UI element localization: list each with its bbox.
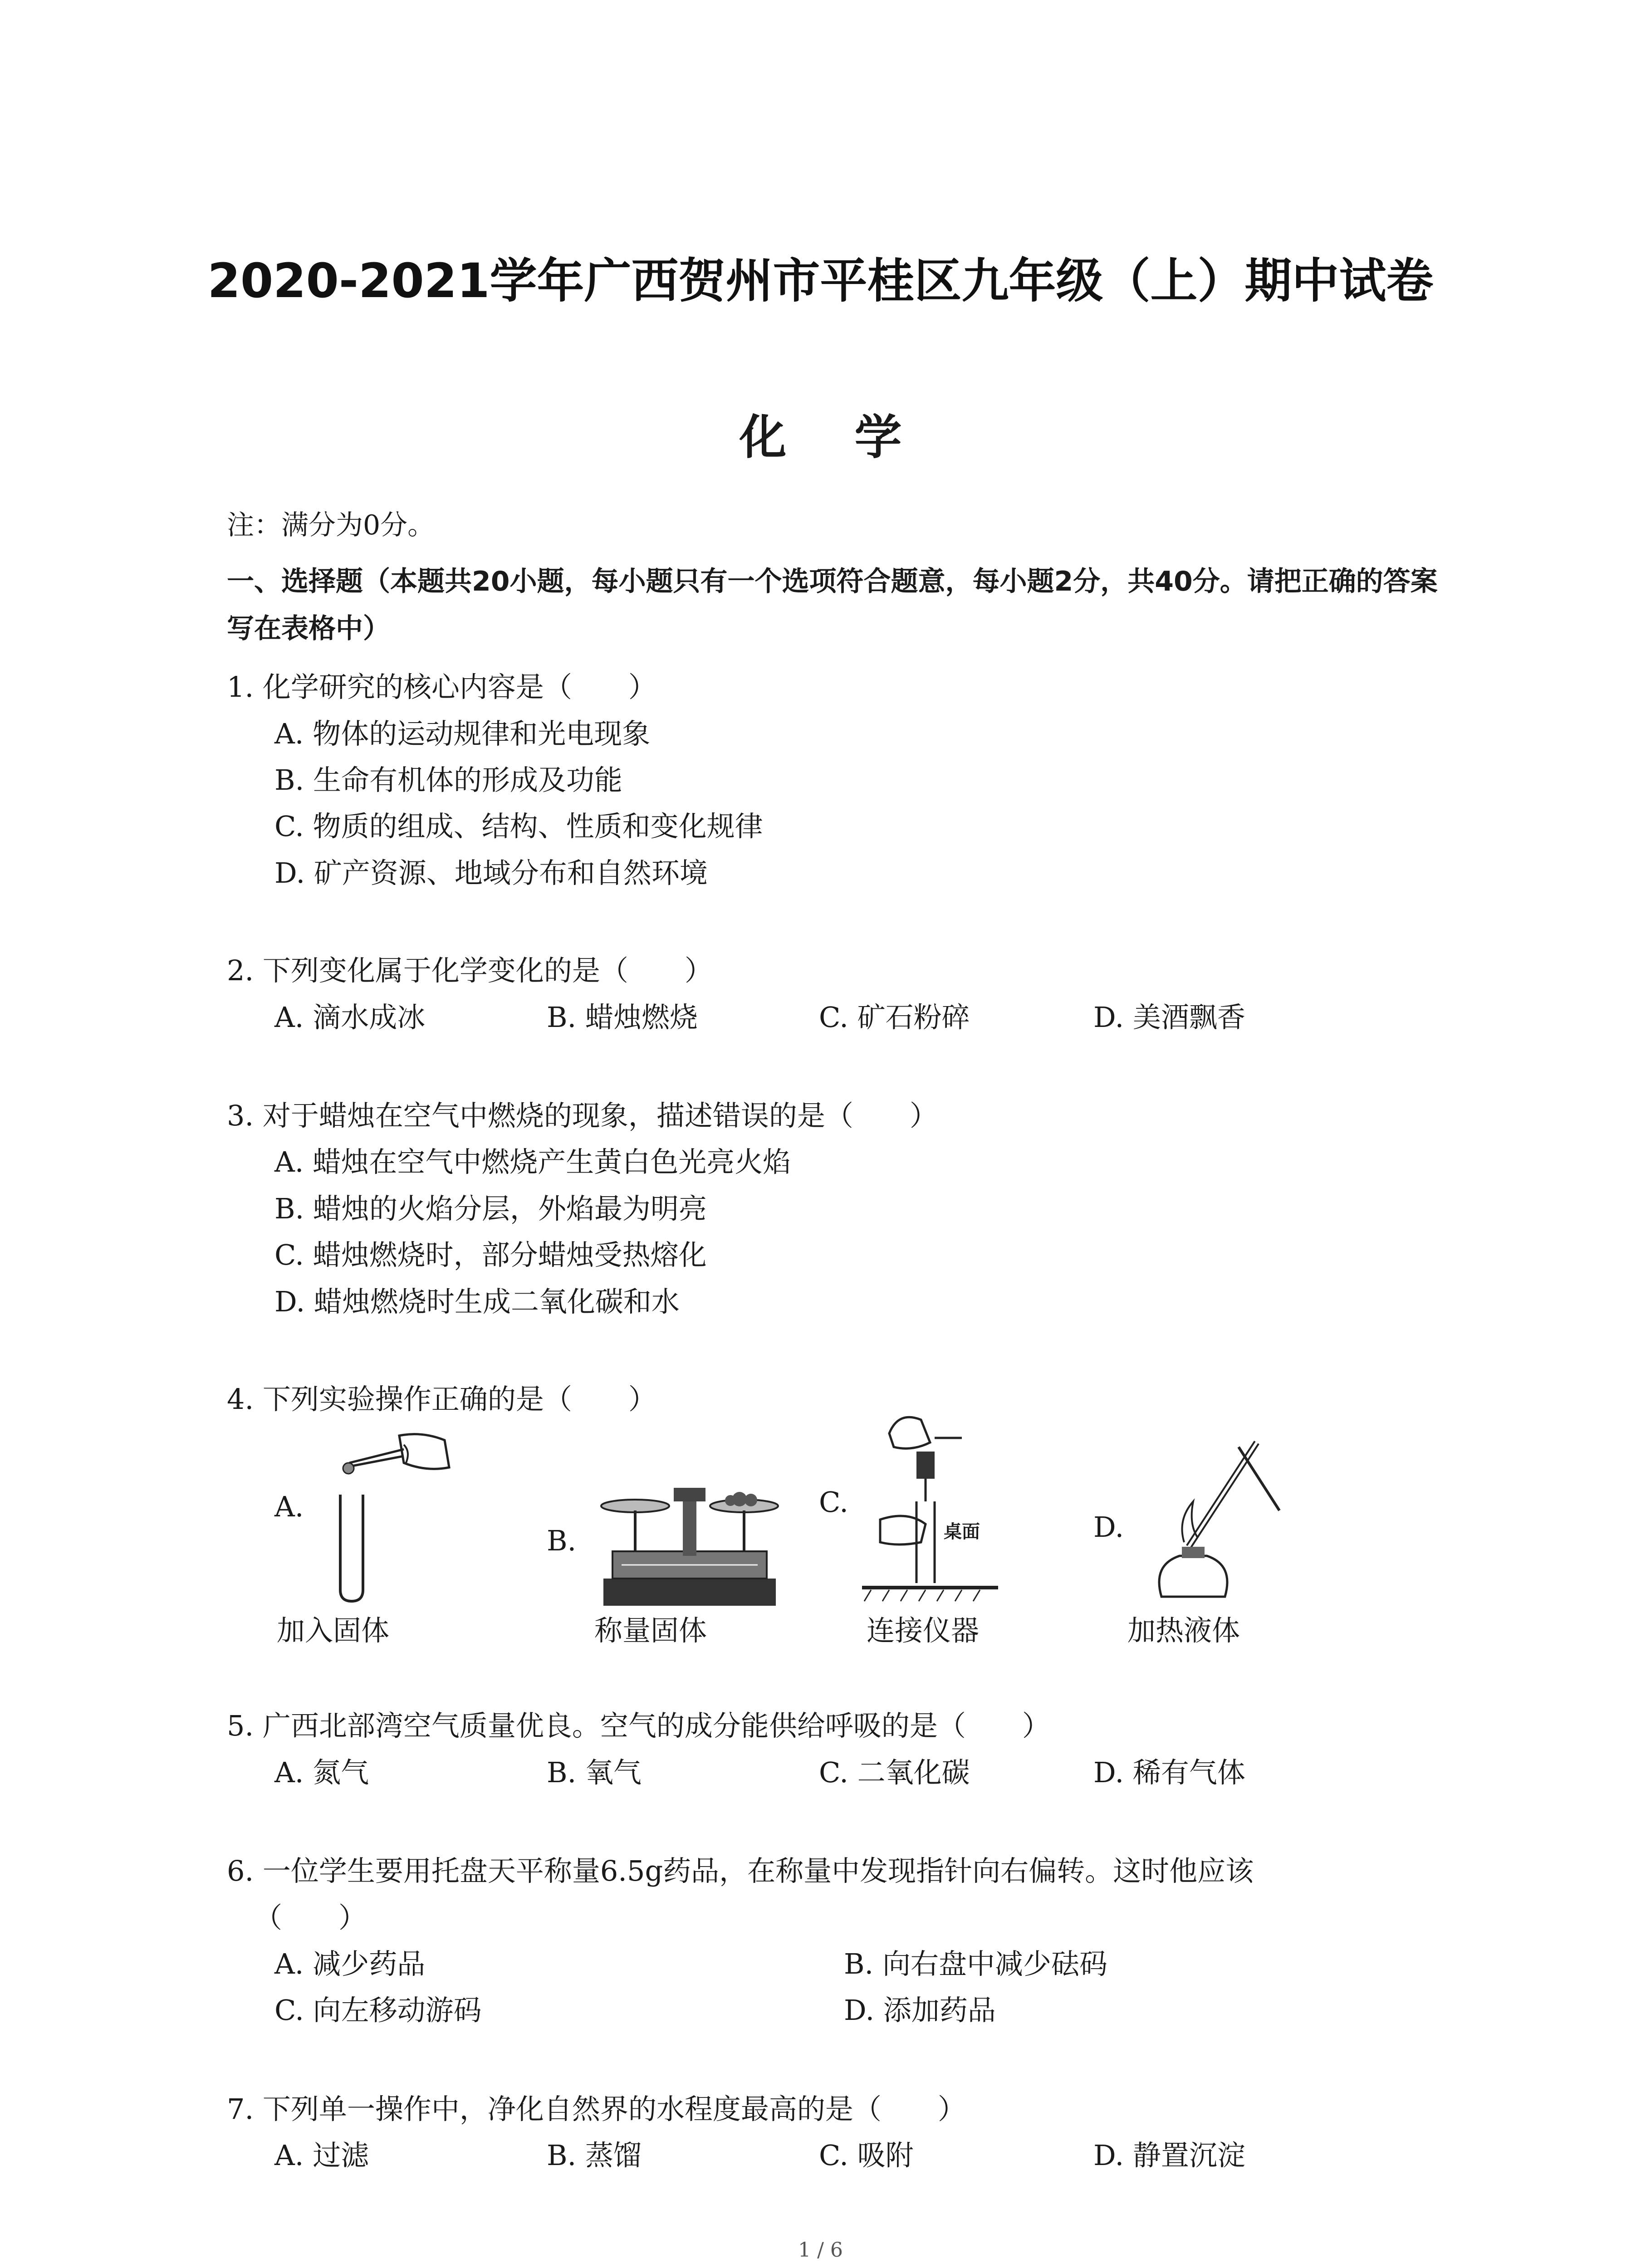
question-2-option-d: D. 美酒飘香 <box>1093 1001 1245 1034</box>
question-7-option-d: D. 静置沉淀 <box>1093 2139 1245 2172</box>
question-3-option-a: A. 蜡烛在空气中燃烧产生黄白色光亮火焰 <box>274 1145 791 1178</box>
score-note: 注：满分为0分。 <box>227 509 435 541</box>
question-3-option-b: B. 蜡烛的火焰分层，外焰最为明亮 <box>274 1192 707 1225</box>
figure-a-adding-solid <box>313 1431 454 1608</box>
question-1-option-a: A. 物体的运动规律和光电现象 <box>274 717 651 750</box>
question-7-option-a: A. 过滤 <box>274 2139 369 2172</box>
figure-b-caption: 称量固体 <box>594 1614 707 1647</box>
question-4-option-c: C. <box>819 1486 848 1519</box>
section-heading: 一、选择题（本题共20小题，每小题只有一个选项符合题意，每小题2分，共40分。请把正确的答案写在表格中） <box>227 566 1438 645</box>
question-6-option-d: D. 添加药品 <box>844 1994 996 2027</box>
question-1-stem: 1. 化学研究的核心内容是（ ） <box>227 670 656 704</box>
question-7-option-b: B. 蒸馏 <box>547 2139 642 2172</box>
question-1-option-c: C. 物质的组成、结构、性质和变化规律 <box>274 810 763 843</box>
question-6-stem-continued: （ ） <box>254 1901 367 1934</box>
figure-a-caption: 加入固体 <box>277 1614 390 1647</box>
question-2-option-b: B. 蜡烛燃烧 <box>547 1001 698 1034</box>
question-5-option-c: C. 二氧化碳 <box>819 1756 970 1789</box>
question-1-option-d: D. 矿产资源、地域分布和自然环境 <box>274 856 708 890</box>
question-3-option-c: C. 蜡烛燃烧时，部分蜡烛受热熔化 <box>274 1238 707 1271</box>
question-4-option-a: A. <box>274 1490 304 1523</box>
figure-c-caption: 连接仪器 <box>867 1614 980 1647</box>
figure-b-weighing-solid <box>594 1479 785 1610</box>
question-2-option-c: C. 矿石粉碎 <box>819 1001 970 1034</box>
question-4-option-b: B. <box>547 1524 577 1557</box>
page-title: 2020-2021学年广西贺州市平桂区九年级（上）期中试卷 <box>207 253 1434 308</box>
question-6-option-b: B. 向右盘中减少砝码 <box>844 1947 1107 1980</box>
question-6-stem: 6. 一位学生要用托盘天平称量6.5g药品，在称量中发现指针向右偏转。这时他应该 <box>227 1854 1254 1887</box>
question-3-option-d: D. 蜡烛燃烧时生成二氧化碳和水 <box>274 1285 680 1318</box>
question-5-stem: 5. 广西北部湾空气质量优良。空气的成分能供给呼吸的是（ ） <box>227 1709 1050 1742</box>
question-7-option-c: C. 吸附 <box>819 2139 914 2172</box>
question-6-option-c: C. 向左移动游码 <box>274 1994 482 2027</box>
question-5-option-a: A. 氮气 <box>274 1756 369 1789</box>
question-5-option-d: D. 稀有气体 <box>1093 1756 1245 1789</box>
question-7-stem: 7. 下列单一操作中，净化自然界的水程度最高的是（ ） <box>227 2092 966 2126</box>
question-2-stem: 2. 下列变化属于化学变化的是（ ） <box>227 954 713 987</box>
question-4-option-d: D. <box>1093 1510 1124 1544</box>
page-number: 1 / 6 <box>798 2239 843 2262</box>
question-2-option-a: A. 滴水成冰 <box>274 1001 426 1034</box>
subject-heading: 化学 <box>739 410 970 465</box>
figure-c-connecting-apparatus <box>862 1411 1007 1610</box>
question-1-option-b: B. 生命有机体的形成及功能 <box>274 763 622 797</box>
question-5-option-b: B. 氧气 <box>547 1756 642 1789</box>
question-4-stem: 4. 下列实验操作正确的是（ ） <box>227 1383 656 1416</box>
figure-c-desk-label: 桌面 <box>944 1521 980 1542</box>
figure-d-caption: 加热液体 <box>1127 1614 1240 1647</box>
figure-d-heating-liquid <box>1134 1429 1284 1610</box>
question-6-option-a: A. 减少药品 <box>274 1947 426 1980</box>
question-3-stem: 3. 对于蜡烛在空气中燃烧的现象，描述错误的是（ ） <box>227 1099 938 1132</box>
